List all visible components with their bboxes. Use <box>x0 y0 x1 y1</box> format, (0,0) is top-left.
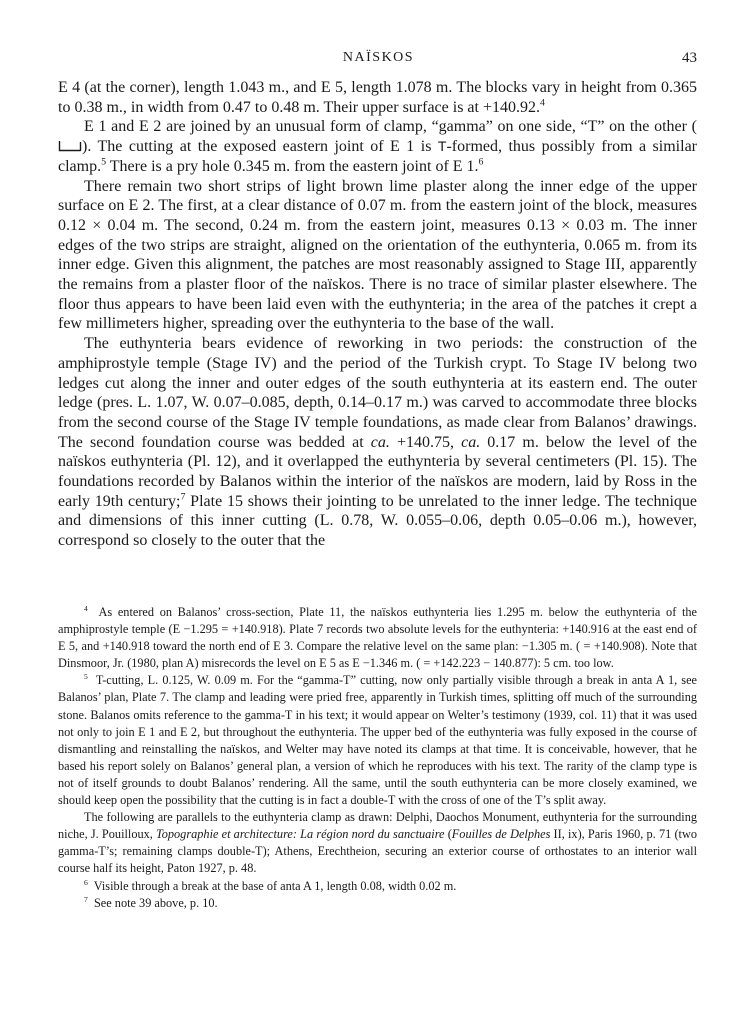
footnote-ref: 6 <box>478 156 484 168</box>
footnote-6 <box>58 878 697 895</box>
gamma-t-clamp-icon <box>58 140 82 152</box>
paragraph-text: -formed, thus possibly from a similar clamp. <box>58 138 697 175</box>
paragraph-4 <box>58 334 697 551</box>
paragraph-text: There is a pry hole 0.345 m. from the eastern joint of E 1. <box>106 157 479 175</box>
footnote-text: T-cutting, L. 0.125, W. 0.09 m. For the “gamma-T” cutting, now only partially visible through a break in anta A 1, see Balanos’ plan, Plate 7. The clamp and leading were pried free, apparently in Turkish times, splitting off much of the surrounding stone. Balanos omits reference to the gamma-T in his text; it would appear on Welter’s testimony (1939, col. 11) that it was used not only to join E 1 and E 2, but throughout the euthynteria. The upper bed of the euthynteria was fully exposed in the course of dismantling and reinstalling the naïskos, and Welter may have noted its clamps at that time. It is conceivable, however, that he based his report solely on Balanos’ general plan, a version of which he reproduces with his text. The rarity of the clamp type is not of itself grounds to doubt Balanos’ rendering. All the same, until the south euthynteria can be more closely examined, we should keep open the possibility that the cutting is in fact a double-T with the cross of one of the T’s split away. <box>58 673 697 808</box>
running-title: NAÏSKOS <box>342 50 415 65</box>
paragraph-text: E 4 (at the corner), length 1.043 m., and E 5, length 1.078 m. The blocks vary in height from 0.365 to 0.38 m., in width from 0.47 to 0.48 m. Their upper surface is at +140.92. <box>58 79 697 116</box>
footnote-text: The following are parallels to the euthynteria clamp as drawn: Delphi, Daochos Monument, euthynteria for the surrounding niche, J. Pouilloux, <box>58 810 697 842</box>
footnote-ref: 7 <box>180 491 186 503</box>
book-title: Topographie et architecture: La région nord du sanctuaire <box>156 827 445 842</box>
footnote-number: 6 <box>84 877 88 887</box>
footnote-5 <box>58 672 697 809</box>
footnote-number: 4 <box>84 603 88 613</box>
paragraph-text: ). The cutting at the exposed eastern joint of E 1 is <box>82 138 438 156</box>
footnote-ref: 5 <box>101 156 107 168</box>
paragraph-text: Plate 15 shows their jointing to be unrelated to the inner ledge. The technique and dimensions of this inner cutting (L. 0.78, W. 0.055–0.06, depth 0.05–0.06 m.), however, correspond so closely to the outer that the <box>58 492 698 550</box>
paragraph-2 <box>58 117 697 176</box>
footnote-ref: 4 <box>540 97 545 109</box>
footnote-7 <box>58 895 697 912</box>
footnote-number: 7 <box>84 894 88 904</box>
footnote-4 <box>58 604 697 672</box>
paragraph-1 <box>58 78 697 117</box>
page-header <box>60 50 697 72</box>
circa-abbrev: ca. <box>370 433 390 451</box>
footnote-text: As entered on Balanos’ cross-section, Plate 11, the naïskos euthynteria lies 1.295 m. below the euthynteria of the amphiprostyle temple (E −1.295 = +140.918). Plate 7 records two absolute levels for the euthynteria: +140.916 at the east end of E 5, and +140.918 toward the north end of E 3. Compare the relative level on the same plan: −1.305 m. ( = +140.908). Note that Dinsmoor, Jr. (1980, plan A) misrecords the level on E 5 as E −1.346 m. ( = +142.223 − 140.877): 5 cm. too low. <box>58 605 697 671</box>
footnotes <box>58 604 697 912</box>
main-text <box>58 78 697 551</box>
page-number: 43 <box>682 50 697 66</box>
footnote-number: 5 <box>84 672 88 682</box>
paragraph-text: E 1 and E 2 are joined by an unusual form of clamp, “gamma” on one side, “T” on the other ( <box>84 118 697 136</box>
paragraph-3: There remain two short strips of light brown lime plaster along the inner edge of the upper surface on E 2. The first, at a clear distance of 0.07 m. from the eastern joint of the block, measures 0.12 × 0.04 m. The second, 0.24 m. from the eastern joint, measures 0.13 × 0.03 m. The inner edges of the two strips are straight, aligned on the orientation of the euthynteria, 0.065 m. from its inner edge. Given this alignment, the patches are most reasonably assigned to Stage III, apparently the remains from a plaster floor of the naïskos. There is no trace of similar plaster elsewhere. The floor thus appears to have been laid even with the euthynteria; in the area of the patches it crept a few millimeters higher, spreading over the euthynteria to the base of the wall. <box>58 177 697 333</box>
footnote-text: Visible through a break at the base of anta A 1, length 0.08, width 0.02 m. <box>93 878 457 893</box>
t-glyph: T <box>437 138 447 155</box>
paragraph-text: 0.17 m. below the level of the naïskos euthynteria (Pl. 12), and it overlapped the euthynteria by several centimeters (Pl. 15). The foundations recorded by Balanos within the interior of the naïskos are modern, laid by Ross in the early 19th century; <box>58 433 697 510</box>
footnote-text: II, ix), Paris 1960, p. 71 (two gamma-T’s; remaining clamps double-T); Athens, Erechtheion, securing an exterior course of orthostates to an interior wall course half its height, Paton 1927, p. 48. <box>58 827 697 876</box>
footnote-text: See note 39 above, p. 10. <box>93 895 218 910</box>
paragraph-text: The euthynteria bears evidence of reworking in two periods: the construction of the amphiprostyle temple (Stage IV) and the period of the Turkish crypt. To Stage IV belong two ledges cut along the inner and outer edges of the south euthynteria at its eastern end. The outer ledge (pres. L. 1.07, W. 0.07–0.085, depth, 0.14–0.17 m.) was carved to accommodate three blocks from the second course of the Stage IV temple foundations, as made clear from Balanos’ drawings. The second foundation course was bedded at <box>58 335 697 451</box>
paragraph-text: +140.75, <box>389 433 462 451</box>
circa-abbrev: ca. <box>461 433 481 451</box>
footnote-5-continued <box>58 809 697 877</box>
footnote-text: ( <box>444 827 452 842</box>
series-title: Fouilles de Delphes <box>451 827 551 842</box>
